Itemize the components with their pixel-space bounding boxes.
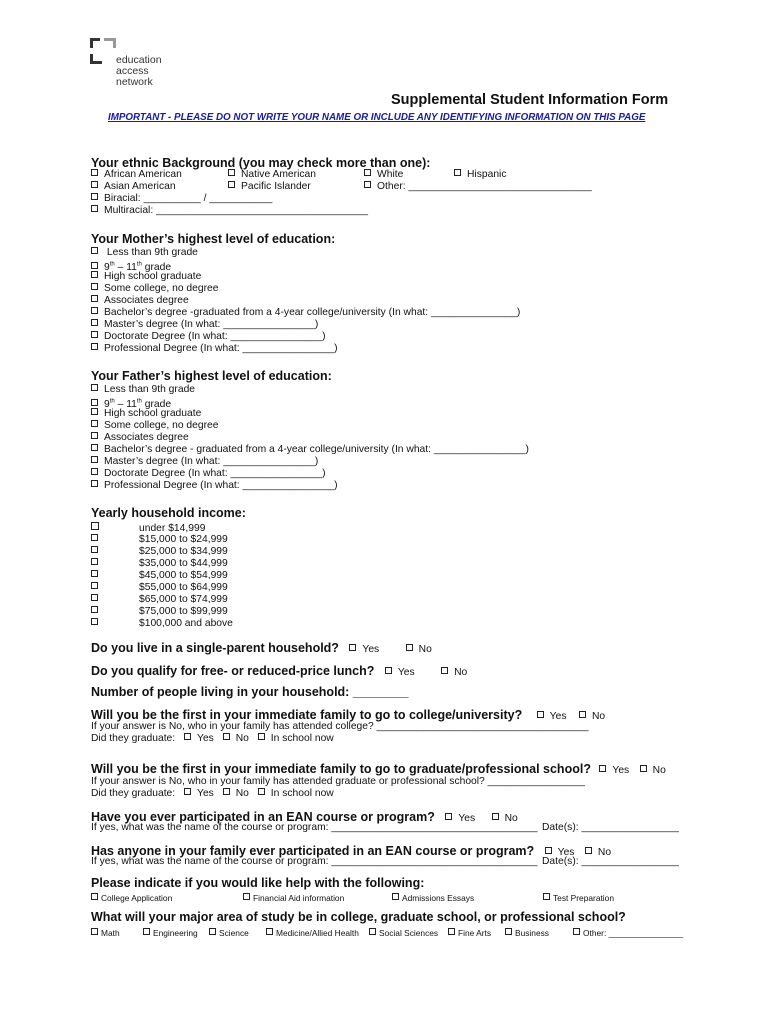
income-list: under $14,999 $15,000 to $24,999 $25,000 to $34,999 $35,000 to $44,999 $45,000 to $54,999 $55,000 to $64,999 $65,000 to $74,999 $75,000 to $99,999 $100,000 and above	[91, 522, 233, 630]
checkbox[interactable]	[143, 928, 150, 935]
first-college-graduate: Did they graduate: Yes No In school now	[91, 733, 334, 744]
checkbox[interactable]	[91, 558, 98, 565]
checkbox[interactable]	[640, 765, 647, 772]
checkbox[interactable]	[223, 788, 230, 795]
major-fine-arts: Fine Arts	[448, 928, 491, 938]
checkbox[interactable]	[543, 893, 550, 900]
important-notice: IMPORTANT - PLEASE DO NOT WRITE YOUR NAME OR INCLUDE ANY IDENTIFYING INFORMATION ON THIS PAGE	[108, 112, 646, 123]
help-test-preparation: Test Preparation	[543, 893, 614, 903]
checkbox[interactable]	[184, 733, 191, 740]
page-title: Supplemental Student Information Form	[391, 92, 669, 108]
income-heading: Yearly household income:	[91, 506, 246, 520]
help-heading: Please indicate if you would like help with the following:	[91, 876, 425, 890]
father-heading: Your Father’s highest level of education:	[91, 369, 332, 383]
grade-9-11-label: 9th – 11th grade	[104, 399, 172, 411]
lunch-question: Do you qualify for free- or reduced-price lunch? Yes No	[91, 664, 468, 678]
family-ean-question: Has anyone in your family ever participated in an EAN course or program? Yes No	[91, 844, 612, 858]
major-science: Science	[209, 928, 249, 938]
ean-course-question: Have you ever participated in an EAN course or program? Yes No	[91, 810, 518, 824]
ean-course-dates: Date(s): _________________	[542, 822, 679, 833]
checkbox[interactable]	[266, 928, 273, 935]
checkbox[interactable]	[209, 928, 216, 935]
checkbox[interactable]	[364, 181, 371, 188]
checkbox[interactable]	[492, 813, 499, 820]
checkbox[interactable]	[91, 928, 98, 935]
checkbox[interactable]	[228, 169, 235, 176]
checkbox[interactable]	[91, 893, 98, 900]
major-heading: What will your major area of study be in college, graduate school, or professional school?	[91, 910, 626, 924]
checkbox[interactable]	[364, 169, 371, 176]
checkbox[interactable]	[91, 271, 98, 278]
checkbox[interactable]	[349, 644, 356, 651]
checkbox[interactable]	[91, 444, 98, 451]
checkbox[interactable]	[445, 813, 452, 820]
checkbox[interactable]	[545, 847, 552, 854]
ean-course-followup: If yes, what was the name of the course or program: ____________________________________	[91, 822, 538, 833]
major-math: Math	[91, 928, 120, 938]
checkbox[interactable]	[91, 432, 98, 439]
ethnic-col2: Native American Pacific Islander	[228, 169, 316, 193]
checkbox[interactable]	[91, 295, 98, 302]
checkbox[interactable]	[91, 570, 98, 577]
checkbox[interactable]	[385, 667, 392, 674]
checkbox[interactable]	[91, 193, 98, 200]
first-college-question: Will you be the first in your immediate family to go to college/university? Yes No	[91, 708, 606, 722]
major-business: Business	[505, 928, 549, 938]
checkbox[interactable]	[91, 546, 98, 553]
checkbox[interactable]	[537, 711, 544, 718]
checkbox[interactable]	[585, 847, 592, 854]
checkbox[interactable]	[599, 765, 606, 772]
checkbox[interactable]	[91, 307, 98, 314]
checkbox[interactable]	[91, 169, 98, 176]
checkbox[interactable]	[369, 928, 376, 935]
checkbox[interactable]	[392, 893, 399, 900]
checkbox[interactable]	[91, 181, 98, 188]
logo-wordmark: education access network	[116, 54, 162, 88]
checkbox[interactable]	[91, 468, 98, 475]
first-college-followup: If your answer is No, who in your family has attended college? _____________________________________	[91, 721, 589, 732]
major-engineering: Engineering	[143, 928, 198, 938]
single-parent-question: Do you live in a single-parent household? Yes No	[91, 641, 432, 655]
checkbox[interactable]	[91, 384, 98, 391]
ethnic-col1: African American Asian American Biracial: __________ / ___________ Multiracial: _____________________________________	[91, 169, 368, 217]
checkbox[interactable]	[448, 928, 455, 935]
checkbox[interactable]	[91, 534, 98, 541]
ethnic-heading: Your ethnic Background (you may check more than one):	[91, 156, 431, 170]
checkbox[interactable]	[91, 606, 98, 613]
first-grad-question: Will you be the first in your immediate family to go to graduate/professional school? Yes No	[91, 762, 666, 776]
checkbox[interactable]	[91, 456, 98, 463]
checkbox[interactable]	[441, 667, 448, 674]
help-financial-aid: Financial Aid information	[243, 893, 344, 903]
checkbox[interactable]	[91, 594, 98, 601]
father-list: Less than 9th grade 9th – 11th grade High school graduate Some college, no degree Associates degree Bachelor’s degree - graduated from a 4-year college/university (In what: ________________) Master’s degree (In what: ________________) Doctorate Degree (In what: ________________) Professional Degree (In what: ________________)	[91, 384, 529, 492]
checkbox[interactable]	[223, 733, 230, 740]
checkbox[interactable]	[454, 169, 461, 176]
first-grad-graduate: Did they graduate: Yes No In school now	[91, 788, 334, 799]
checkbox[interactable]	[406, 644, 413, 651]
help-college-application: College Application	[91, 893, 172, 903]
family-ean-dates: Date(s): _________________	[542, 856, 679, 867]
major-medicine: Medicine/Allied Health	[266, 928, 359, 938]
checkbox[interactable]	[505, 928, 512, 935]
major-other: Other: ________________	[573, 928, 683, 938]
checkbox[interactable]	[243, 893, 250, 900]
checkbox[interactable]	[184, 788, 191, 795]
checkbox[interactable]	[91, 480, 98, 487]
checkbox[interactable]	[91, 618, 98, 625]
checkbox[interactable]	[91, 420, 98, 427]
checkbox[interactable]	[258, 788, 265, 795]
mother-heading: Your Mother’s highest level of education:	[91, 232, 336, 246]
checkbox[interactable]	[91, 582, 98, 589]
checkbox[interactable]	[228, 181, 235, 188]
checkbox[interactable]	[91, 319, 98, 326]
major-social-sciences: Social Sciences	[369, 928, 438, 938]
household-count-question: Number of people living in your household: ________	[91, 685, 409, 699]
first-grad-followup: If your answer is No, who in your family has attended graduate or professional school? _________________	[91, 776, 585, 787]
checkbox[interactable]	[258, 733, 265, 740]
checkbox[interactable]	[91, 343, 98, 350]
checkbox[interactable]	[91, 247, 98, 254]
logo-icon	[90, 38, 116, 64]
checkbox[interactable]	[91, 331, 98, 338]
help-admissions-essays: Admissions Essays	[392, 893, 474, 903]
grade-9-11-label: 9th – 11th grade	[104, 262, 172, 274]
checkbox[interactable]	[573, 928, 580, 935]
checkbox[interactable]	[91, 399, 98, 406]
family-ean-followup: If yes, what was the name of the course or program: ____________________________________	[91, 856, 538, 867]
checkbox[interactable]	[91, 262, 98, 269]
checkbox[interactable]	[91, 205, 98, 212]
mother-list: Less than 9th grade 9th – 11th grade High school graduate Some college, no degree Associates degree Bachelor’s degree -graduated from a 4-year college/university (In what: _______________) Master’s degree (In what: ________________) Doctorate Degree (In what: ________________) Professional Degree (In what: ________________)	[91, 247, 520, 355]
checkbox[interactable]	[91, 522, 99, 530]
checkbox[interactable]	[91, 283, 98, 290]
ethnic-col3: White Other: ________________________________	[364, 169, 592, 193]
ethnic-col4: Hispanic	[454, 169, 507, 181]
checkbox[interactable]	[91, 408, 98, 415]
checkbox[interactable]	[579, 711, 586, 718]
